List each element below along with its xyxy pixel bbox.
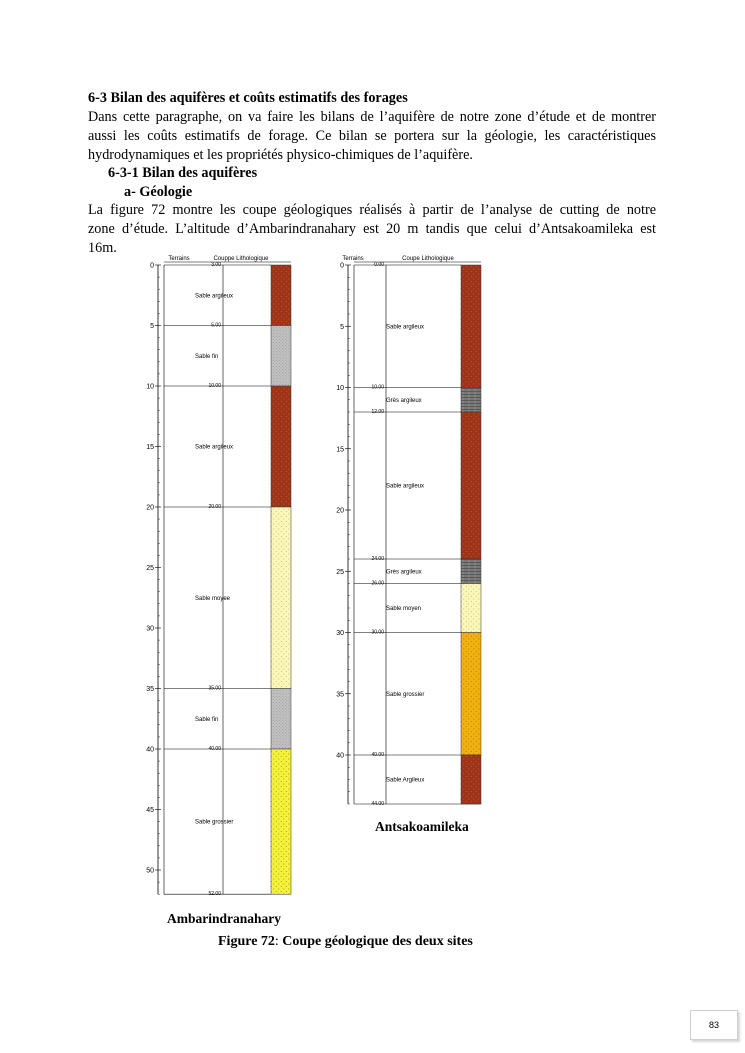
depth-tick-label: 25: [336, 568, 344, 576]
depth-tick-label: 40: [336, 752, 344, 760]
site-label-antsakoamileka: Antsakoamileka: [375, 819, 469, 834]
figure-caption: [218, 934, 473, 950]
layer-depth-label: 3.00: [211, 262, 221, 268]
subsubheading: a- Géologie: [124, 184, 193, 200]
depth-tick-label: 35: [336, 691, 344, 699]
figure-caption-sep: :: [274, 934, 279, 949]
depth-tick-label: 30: [146, 625, 154, 633]
lithology-layer: [271, 386, 291, 507]
layer-name: Sable moyee: [195, 595, 231, 602]
lithology-layer: [271, 689, 291, 750]
subheading: 6-3-1 Bilan des aquifères: [108, 165, 258, 181]
intro-line: hydrodynamiques et les propriétés physico-chimiques de l’aquifère.: [88, 147, 473, 163]
lithology-layer: [461, 633, 481, 756]
layer-depth-label: 20.00: [208, 504, 221, 510]
layer-depth-label: 10.00: [371, 384, 384, 391]
depth-tick-label: 10: [146, 383, 154, 391]
layer-name: Sable Argileux: [386, 777, 425, 784]
bottom-depth-label: 44.00: [371, 801, 384, 807]
layer-depth-label: 40.00: [208, 746, 221, 752]
layer-name: Sable grossier: [386, 691, 425, 698]
layer-name: Sable moyen: [386, 606, 422, 612]
depth-tick-label: 10: [336, 385, 344, 392]
lithology-layer: [271, 265, 291, 326]
bottom-depth-label: 52.00: [208, 891, 221, 898]
depth-tick-label: 25: [146, 565, 154, 572]
header-coupe-lithologique: Coupe Lithologique: [402, 256, 454, 262]
layer-name: Sable fin: [195, 716, 219, 723]
depth-tick-label: 50: [146, 867, 154, 875]
depth-tick-label: 35: [146, 686, 154, 693]
depth-tick-label: 5: [150, 323, 154, 330]
layer-depth-label: 30.00: [371, 629, 384, 636]
depth-tick-label: 0: [340, 262, 344, 270]
borehole-log-ambarindranahary: [145, 250, 305, 900]
layer-depth-label: 10.00: [208, 383, 221, 389]
depth-tick-label: 15: [336, 446, 344, 454]
lithology-layer: [271, 507, 291, 689]
lithology-layer: [271, 326, 291, 387]
layer-name: Grès argileux: [386, 397, 422, 404]
layer-name: Sable argileux: [386, 324, 425, 331]
depth-tick-label: 5: [340, 323, 344, 331]
layer-depth-label: 12.00: [371, 409, 384, 415]
layer-name: Sable argileux: [195, 444, 234, 451]
lithology-layer: [461, 265, 481, 388]
layer-name: Sable argileux: [386, 483, 425, 490]
figure-caption-number: Figure 72: [218, 934, 275, 949]
lithology-layer: [461, 412, 481, 559]
depth-tick-label: 15: [146, 444, 154, 451]
layer-name: Sable grossier: [195, 819, 234, 826]
depth-tick-label: 20: [336, 507, 344, 515]
layer-name: Sable argileux: [195, 293, 234, 300]
body-line: La figure 72 montre les coupe géologiques réalisés à partir de l’analyse de cutting de notre: [88, 202, 656, 218]
lithology-layer: [271, 749, 291, 894]
lithology-layer: [461, 559, 481, 584]
body-line: zone d’étude. L’altitude d’Ambarindranahary est 20 m tandis que celui d’Antsakoamileka est: [88, 221, 656, 237]
intro-line: Dans cette paragraphe, on va faire les bilans de l’aquifère de notre zone d’étude et de montrer: [88, 109, 656, 125]
lithology-layer: [461, 584, 481, 633]
header-coupe-lithologique: Couppe Lithologique: [213, 256, 269, 262]
depth-tick-label: 0: [150, 262, 154, 270]
body-line: 16m.: [88, 240, 117, 256]
depth-tick-label: 45: [146, 807, 154, 814]
lithology-layer: [461, 388, 481, 413]
header-terrains: Terrains: [342, 256, 364, 262]
site-label-ambarindranahary: Ambarindranahary: [167, 911, 282, 926]
depth-tick-label: 40: [146, 746, 154, 754]
section-heading: 6-3 Bilan des aquifères et coûts estimatifs des forages: [88, 90, 408, 106]
lithology-layer: [461, 755, 481, 804]
layer-name: Sable fin: [195, 353, 219, 360]
layer-depth-label: 0.00: [374, 262, 384, 268]
layer-depth-label: 40.00: [371, 752, 384, 758]
layer-depth-label: 26.00: [371, 580, 384, 587]
layer-depth-label: 24.00: [371, 556, 384, 562]
layer-name: Grès argileux: [386, 569, 422, 576]
depth-tick-label: 20: [146, 504, 154, 512]
layer-depth-label: 35.00: [208, 685, 221, 692]
intro-line: aussi les coûts estimatifs de forage. Ce bilan se portera sur la géologie, les caractéristiques: [88, 128, 656, 144]
page-number: 83: [690, 1010, 738, 1040]
layer-depth-label: 5.00: [211, 322, 221, 329]
borehole-log-antsakoamileka: [335, 250, 495, 815]
header-terrains: Terrains: [168, 256, 190, 262]
figure-caption-text: Coupe géologique des deux sites: [278, 934, 473, 949]
depth-tick-label: 30: [336, 630, 344, 637]
